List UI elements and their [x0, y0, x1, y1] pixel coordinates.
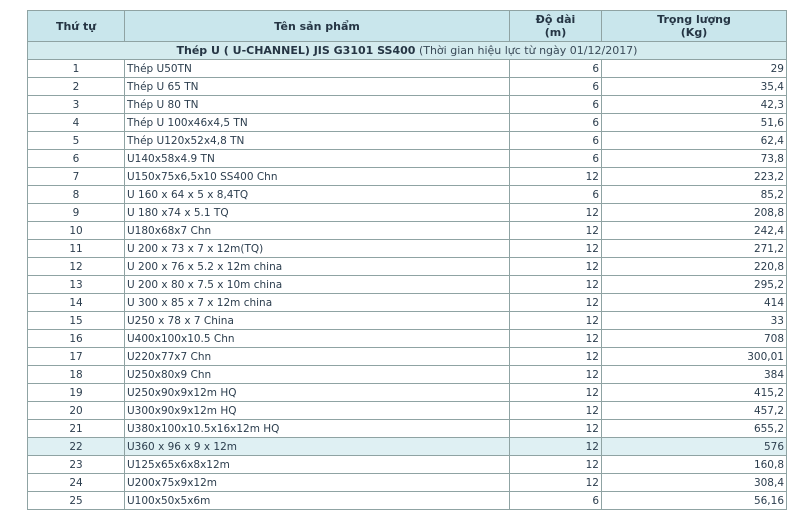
- row-stt-cell: 13: [28, 276, 125, 294]
- row-name-cell: U220x77x7 Chn: [125, 348, 510, 366]
- table-row: [28, 438, 787, 456]
- table-row: [28, 474, 787, 492]
- row-name-cell: Thép U 100x46x4,5 TN: [125, 114, 510, 132]
- row-weight-cell: 242,4: [602, 222, 787, 240]
- table-row: [28, 204, 787, 222]
- row-name-cell: Thép U120x52x4,8 TN: [125, 132, 510, 150]
- row-weight-cell: 73,8: [602, 150, 787, 168]
- row-weight-cell: 223,2: [602, 168, 787, 186]
- row-weight-cell: 457,2: [602, 402, 787, 420]
- row-stt-cell: 25: [28, 492, 125, 510]
- row-length-cell: 12: [510, 348, 602, 366]
- table-body: [28, 42, 787, 510]
- row-name-cell: Thép U 65 TN: [125, 78, 510, 96]
- header-stt: Thứ tự: [28, 11, 125, 42]
- row-weight-cell: 220,8: [602, 258, 787, 276]
- row-length-cell: 6: [510, 96, 602, 114]
- row-stt-cell: 8: [28, 186, 125, 204]
- row-stt-cell: 23: [28, 456, 125, 474]
- table-row: [28, 168, 787, 186]
- row-weight-cell: 33: [602, 312, 787, 330]
- row-weight-cell: 62,4: [602, 132, 787, 150]
- row-weight-cell: 56,16: [602, 492, 787, 510]
- table-row: [28, 312, 787, 330]
- row-name-cell: U 200 x 76 x 5.2 x 12m china: [125, 258, 510, 276]
- table-row: [28, 258, 787, 276]
- section-row: [28, 42, 787, 60]
- header-length-label: Độ dài: [535, 13, 576, 26]
- row-weight-cell: 85,2: [602, 186, 787, 204]
- row-name-cell: U200x75x9x12m: [125, 474, 510, 492]
- row-stt-cell: 3: [28, 96, 125, 114]
- row-weight-cell: 308,4: [602, 474, 787, 492]
- row-weight-cell: 576: [602, 438, 787, 456]
- row-length-cell: 12: [510, 438, 602, 456]
- table-row: [28, 150, 787, 168]
- row-weight-cell: 35,4: [602, 78, 787, 96]
- row-length-cell: 12: [510, 276, 602, 294]
- table-row: [28, 60, 787, 78]
- table-row: [28, 276, 787, 294]
- row-name-cell: U125x65x6x8x12m: [125, 456, 510, 474]
- table-row: [28, 456, 787, 474]
- row-length-cell: 6: [510, 60, 602, 78]
- table-row: [28, 420, 787, 438]
- row-stt-cell: 7: [28, 168, 125, 186]
- row-stt-cell: 9: [28, 204, 125, 222]
- header-weight-label: Trọng lượng: [657, 13, 731, 26]
- row-name-cell: Thép U50TN: [125, 60, 510, 78]
- section-note: (Thời gian hiệu lực từ ngày 01/12/2017): [418, 43, 638, 57]
- row-weight-cell: 295,2: [602, 276, 787, 294]
- table-row: [28, 366, 787, 384]
- table-row: [28, 240, 787, 258]
- row-weight-cell: 655,2: [602, 420, 787, 438]
- table-row: [28, 402, 787, 420]
- row-stt-cell: 4: [28, 114, 125, 132]
- table-row: [28, 384, 787, 402]
- row-stt-cell: 11: [28, 240, 125, 258]
- row-name-cell: U400x100x10.5 Chn: [125, 330, 510, 348]
- row-length-cell: 12: [510, 474, 602, 492]
- row-stt-cell: 14: [28, 294, 125, 312]
- header-name: Tên sản phẩm: [125, 11, 510, 42]
- row-stt-cell: 1: [28, 60, 125, 78]
- table-row: [28, 114, 787, 132]
- row-stt-cell: 6: [28, 150, 125, 168]
- row-weight-cell: 29: [602, 60, 787, 78]
- row-name-cell: U140x58x4.9 TN: [125, 150, 510, 168]
- row-weight-cell: 51,6: [602, 114, 787, 132]
- row-name-cell: Thép U 80 TN: [125, 96, 510, 114]
- table-row: [28, 186, 787, 204]
- section-cell: [28, 42, 787, 60]
- row-name-cell: U150x75x6,5x10 SS400 Chn: [125, 168, 510, 186]
- header-weight: [602, 11, 787, 42]
- row-length-cell: 12: [510, 456, 602, 474]
- table-row: [28, 78, 787, 96]
- header-weight-unit: (Kg): [680, 26, 708, 39]
- row-stt-cell: 17: [28, 348, 125, 366]
- row-length-cell: 6: [510, 114, 602, 132]
- row-name-cell: U360 x 96 x 9 x 12m: [125, 438, 510, 456]
- row-weight-cell: 415,2: [602, 384, 787, 402]
- row-stt-cell: 21: [28, 420, 125, 438]
- product-table: [27, 10, 787, 510]
- row-length-cell: 12: [510, 222, 602, 240]
- header-length: [510, 11, 602, 42]
- row-stt-cell: 22: [28, 438, 125, 456]
- row-length-cell: 12: [510, 204, 602, 222]
- row-length-cell: 6: [510, 78, 602, 96]
- row-weight-cell: 208,8: [602, 204, 787, 222]
- row-weight-cell: 708: [602, 330, 787, 348]
- row-name-cell: U 200 x 80 x 7.5 x 10m china: [125, 276, 510, 294]
- row-weight-cell: 300,01: [602, 348, 787, 366]
- row-stt-cell: 2: [28, 78, 125, 96]
- price-table-container: [27, 10, 786, 510]
- row-name-cell: U 180 x74 x 5.1 TQ: [125, 204, 510, 222]
- row-stt-cell: 24: [28, 474, 125, 492]
- row-stt-cell: 18: [28, 366, 125, 384]
- table-row: [28, 348, 787, 366]
- row-length-cell: 12: [510, 168, 602, 186]
- row-name-cell: U 160 x 64 x 5 x 8,4TQ: [125, 186, 510, 204]
- row-name-cell: U250x80x9 Chn: [125, 366, 510, 384]
- row-name-cell: U250 x 78 x 7 China: [125, 312, 510, 330]
- header-length-unit: (m): [544, 26, 567, 39]
- row-stt-cell: 10: [28, 222, 125, 240]
- row-length-cell: 12: [510, 420, 602, 438]
- table-row: [28, 330, 787, 348]
- row-name-cell: U 300 x 85 x 7 x 12m china: [125, 294, 510, 312]
- row-name-cell: U100x50x5x6m: [125, 492, 510, 510]
- row-length-cell: 12: [510, 312, 602, 330]
- row-length-cell: 12: [510, 294, 602, 312]
- row-length-cell: 12: [510, 402, 602, 420]
- row-name-cell: U180x68x7 Chn: [125, 222, 510, 240]
- row-stt-cell: 19: [28, 384, 125, 402]
- row-name-cell: U 200 x 73 x 7 x 12m(TQ): [125, 240, 510, 258]
- table-row: [28, 96, 787, 114]
- row-stt-cell: 15: [28, 312, 125, 330]
- row-stt-cell: 16: [28, 330, 125, 348]
- row-weight-cell: 384: [602, 366, 787, 384]
- row-name-cell: U250x90x9x12m HQ: [125, 384, 510, 402]
- row-name-cell: U300x90x9x12m HQ: [125, 402, 510, 420]
- table-row: [28, 222, 787, 240]
- row-weight-cell: 160,8: [602, 456, 787, 474]
- row-length-cell: 6: [510, 186, 602, 204]
- row-weight-cell: 271,2: [602, 240, 787, 258]
- row-name-cell: U380x100x10.5x16x12m HQ: [125, 420, 510, 438]
- row-stt-cell: 5: [28, 132, 125, 150]
- row-length-cell: 6: [510, 150, 602, 168]
- row-length-cell: 12: [510, 384, 602, 402]
- row-weight-cell: 414: [602, 294, 787, 312]
- row-weight-cell: 42,3: [602, 96, 787, 114]
- section-title: Thép U ( U-CHANNEL) JIS G3101 SS400: [176, 43, 416, 57]
- table-row: [28, 294, 787, 312]
- row-stt-cell: 20: [28, 402, 125, 420]
- row-length-cell: 12: [510, 366, 602, 384]
- row-length-cell: 6: [510, 492, 602, 510]
- row-length-cell: 12: [510, 258, 602, 276]
- table-header: [28, 11, 787, 42]
- row-length-cell: 12: [510, 330, 602, 348]
- table-row: [28, 132, 787, 150]
- row-stt-cell: 12: [28, 258, 125, 276]
- row-length-cell: 6: [510, 132, 602, 150]
- row-length-cell: 12: [510, 240, 602, 258]
